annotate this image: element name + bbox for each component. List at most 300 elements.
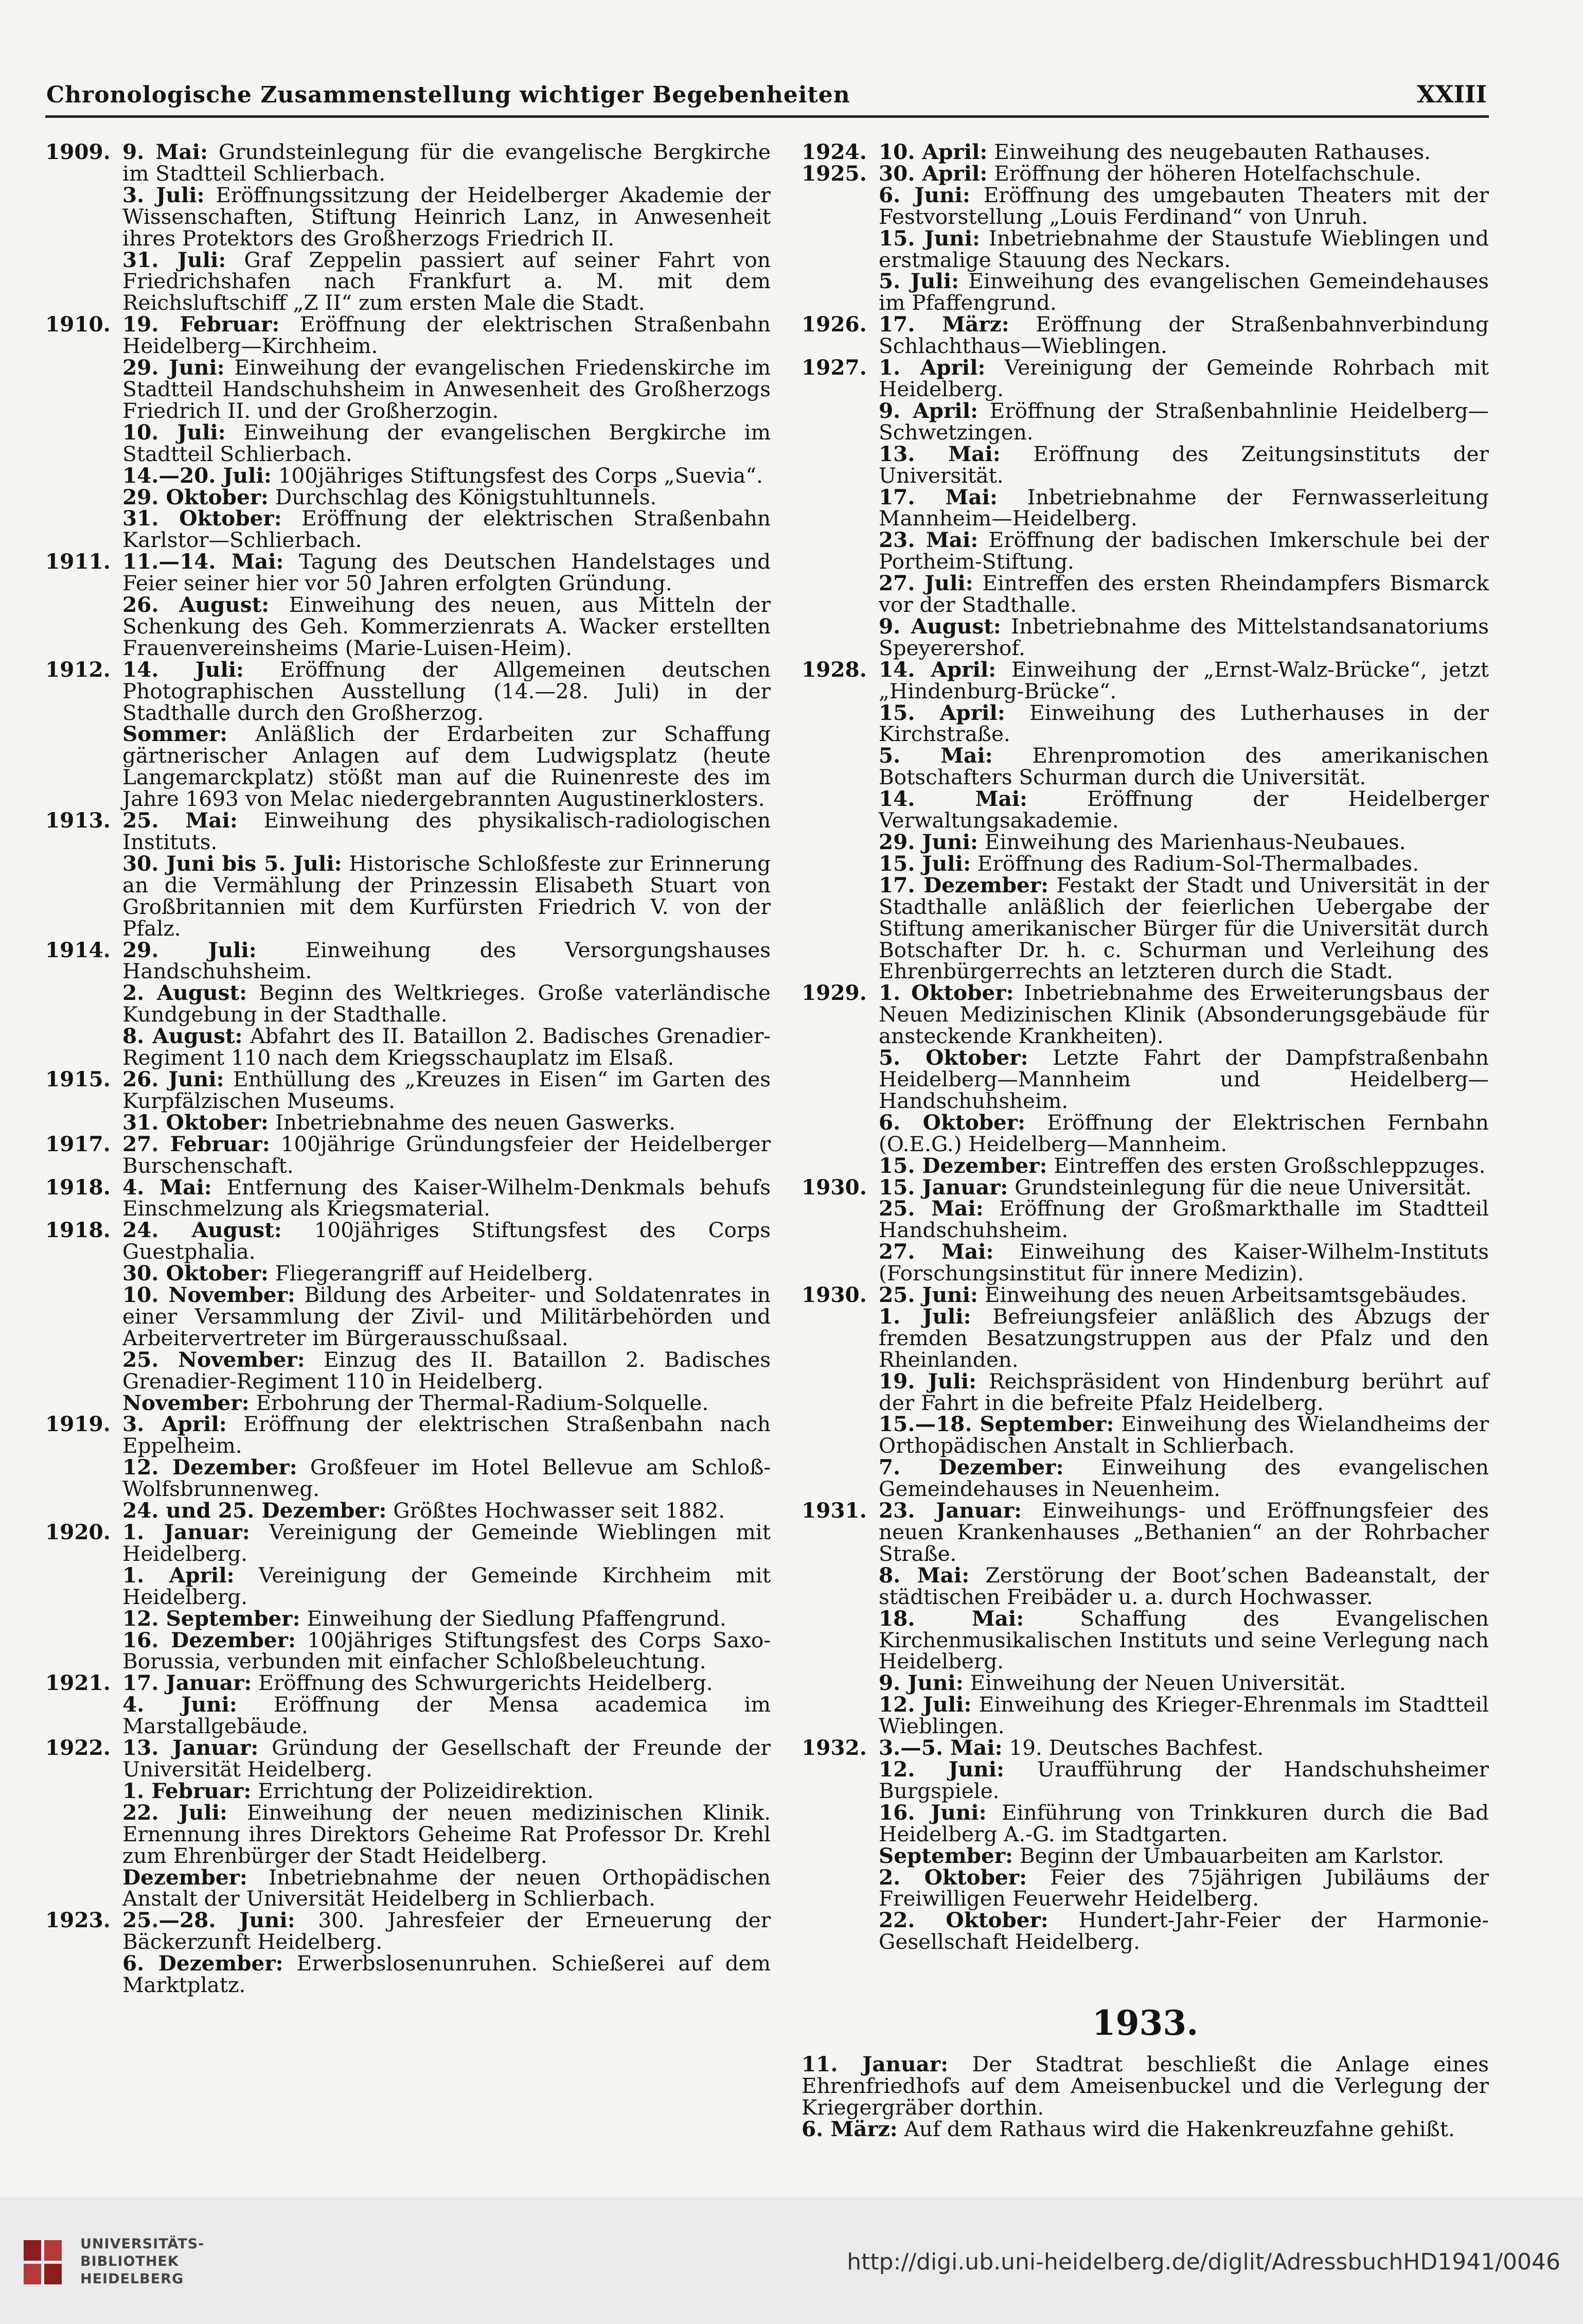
event-text: Enthüllung des „Kreuzes in Eisen“ im Garten des Kurpfälzischen Museums. bbox=[122, 1066, 771, 1113]
event-item bbox=[122, 1174, 771, 1221]
event-text: Bildung des Arbeiter- und Soldatenrates in einer Versammlung der Zivil- und Militärbehörden und Arbeitervertreter im Bürgerausschußsaal. bbox=[122, 1282, 771, 1350]
entry-year: 1921. bbox=[45, 1670, 111, 1696]
event-text: Einweihung der Siedlung Pfaffengrund. bbox=[307, 1606, 726, 1631]
event-date: 16. Juni: bbox=[879, 1800, 987, 1825]
event-item bbox=[122, 1737, 771, 1781]
year-entry bbox=[802, 357, 1489, 659]
event-date: 17. Mai: bbox=[879, 484, 998, 509]
year-heading-1933: 1933. bbox=[1092, 2003, 1199, 2044]
event-text: Einweihung der Neuen Universität. bbox=[970, 1670, 1346, 1696]
event-date: 25. Mai: bbox=[879, 1196, 984, 1221]
event-text: Entfernung des Kaiser-Wilhelm-Denkmals behufs Einschmelzung als Kriegsmaterial. bbox=[122, 1174, 771, 1221]
event-date: 15. Juni: bbox=[879, 225, 980, 251]
event-date: 5. Oktober: bbox=[879, 1045, 1028, 1070]
event-item bbox=[122, 139, 771, 186]
year-entry bbox=[45, 1672, 771, 1737]
event-item bbox=[122, 1066, 771, 1113]
event-date: 8. August: bbox=[122, 1024, 243, 1049]
event-item bbox=[802, 2116, 1489, 2141]
event-date: 15. Januar: bbox=[879, 1174, 1008, 1200]
event-text: Eröffnungssitzung der Heidelberger Akademie der Wissenschaften, Stiftung Heinrich Lanz, in Anwesenheit ihres Protektors des Großherzogs Friedrich II. bbox=[122, 182, 771, 251]
event-item bbox=[879, 1174, 1489, 1200]
year-entry bbox=[802, 1737, 1489, 1953]
event-date: 17. Januar: bbox=[122, 1670, 252, 1696]
entry-events bbox=[879, 1174, 1489, 1286]
event-text: Eröffnung der Großmarkthalle im Stadtteil Handschuhsheim. bbox=[879, 1196, 1489, 1243]
event-text: Inbetriebnahme der Fernwasserleitung Mannheim—Heidelberg. bbox=[879, 484, 1489, 531]
event-item bbox=[122, 1802, 771, 1867]
event-text: Eintreffen des ersten Rheindampfers Bismarck vor der Stadthalle. bbox=[879, 571, 1489, 618]
event-text: Einweihung des Lutherhauses in der Kirchstraße. bbox=[879, 700, 1489, 747]
event-text: Festakt der Stadt und Universität in der Stadthalle anläßlich der feierlichen Uebergabe der Stiftung amerikanischer Bürger für die Universität durch Botschafter Dr. h. c. Schurman und Verleihung des Ehrenbürgerrechts an letzteren durch die Stadt. bbox=[879, 872, 1489, 984]
event-date: 18. Mai: bbox=[879, 1606, 1024, 1631]
event-item bbox=[122, 247, 771, 315]
entry-events bbox=[879, 357, 1489, 659]
year-entry bbox=[45, 139, 771, 315]
entry-events bbox=[879, 1284, 1489, 1500]
year-entry bbox=[802, 139, 1489, 164]
event-date: 26. Juni: bbox=[122, 1066, 224, 1091]
event-text: Der Stadtrat beschließt die Anlage eines Ehrenfriedhofs auf dem Ameisenbuckel und die Verlegung der Kriegergräber dorthin. bbox=[802, 2052, 1489, 2120]
event-text: Graf Zeppelin passiert auf seiner Fahrt von Friedrichshafen nach Frankfurt a. M. mit dem Reichsluftschiff „Z II“ zum ersten Male die Stadt. bbox=[122, 247, 771, 315]
event-text: Fliegerangriff auf Heidelberg. bbox=[275, 1261, 594, 1286]
event-text: Einweihung des neuen Arbeitsamtsgebäudes. bbox=[984, 1282, 1467, 1308]
event-text: Grundsteinlegung für die evangelische Bergkirche im Stadtteil Schlierbach. bbox=[122, 139, 771, 186]
year-entry bbox=[45, 1174, 771, 1221]
event-date: 10. November: bbox=[122, 1282, 295, 1308]
entry-year: 1918. bbox=[45, 1174, 111, 1200]
entry-year: 1909. bbox=[45, 139, 111, 164]
event-date: 24. August: bbox=[122, 1218, 282, 1243]
event-item bbox=[122, 1608, 771, 1630]
event-text: Inbetriebnahme des Mittelstandsanatoriums Speyerershof. bbox=[879, 613, 1489, 660]
year-entry bbox=[45, 1910, 771, 1996]
library-logo[interactable] bbox=[21, 2233, 247, 2290]
entry-year: 1930. bbox=[802, 1282, 867, 1308]
event-text: Tagung des Deutschen Handelstages und Feier seiner hier vor 50 Jahren erfolgten Gründung. bbox=[122, 549, 771, 596]
event-date: Sommer: bbox=[122, 721, 228, 747]
entry-year: 1914. bbox=[45, 937, 111, 962]
event-item bbox=[122, 1263, 771, 1284]
event-date: 29. Oktober: bbox=[122, 484, 269, 509]
event-date: 10. April: bbox=[879, 139, 988, 164]
event-item bbox=[879, 982, 1489, 1047]
event-date: 3. Juli: bbox=[122, 182, 205, 207]
event-date: 30. April: bbox=[879, 161, 988, 186]
event-date: 15. April: bbox=[879, 700, 1005, 725]
event-date: 6. Oktober: bbox=[879, 1110, 1026, 1135]
event-text: 100jähriges Stiftungsfest des Corps „Suevia“. bbox=[278, 463, 763, 488]
event-date: 9. Juni: bbox=[879, 1670, 964, 1696]
entry-events bbox=[122, 1522, 771, 1672]
library-name-line: BIBLIOTHEK bbox=[80, 2253, 179, 2269]
event-date: 15.—18. September: bbox=[879, 1412, 1114, 1437]
event-item bbox=[122, 659, 771, 724]
entry-year: 1922. bbox=[45, 1735, 111, 1760]
event-text: Eröffnung der Straßenbahnlinie Heidelberg—Schwetzingen. bbox=[879, 398, 1489, 445]
event-date: 29. Juli: bbox=[122, 937, 257, 962]
event-item bbox=[879, 1457, 1489, 1500]
event-item bbox=[879, 314, 1489, 357]
event-item bbox=[879, 613, 1489, 660]
event-text: Inbetriebnahme des neuen Gaswerks. bbox=[275, 1110, 675, 1135]
event-date: 1. Februar: bbox=[122, 1778, 252, 1803]
event-item bbox=[122, 594, 771, 659]
event-text: Eröffnung der elektrischen Straßenbahn nach Eppelheim. bbox=[122, 1412, 771, 1458]
running-title: Chronologische Zusammenstellung wichtiger Begebenheiten bbox=[46, 82, 850, 108]
event-item bbox=[879, 1694, 1489, 1737]
event-text: Einweihung des evangelischen Gemeindehauses in Neuenheim. bbox=[879, 1455, 1489, 1502]
event-item bbox=[122, 551, 771, 594]
event-date: 16. Dezember: bbox=[122, 1627, 296, 1652]
entry-year: 1915. bbox=[45, 1066, 111, 1091]
year-entry bbox=[45, 1131, 771, 1178]
event-date: 14.—20. Juli: bbox=[122, 463, 272, 488]
event-date: 15. Dezember: bbox=[879, 1153, 1047, 1178]
event-date: 3. April: bbox=[122, 1412, 227, 1437]
entry-events bbox=[122, 551, 771, 659]
event-item bbox=[879, 357, 1489, 400]
year-entry bbox=[45, 1522, 771, 1672]
entry-events bbox=[879, 1500, 1489, 1737]
entry-year: 1919. bbox=[45, 1412, 111, 1437]
event-item bbox=[879, 1864, 1489, 1911]
event-text: Inbetriebnahme des Erweiterungsbaus der Neuen Medizinischen Klinik (Absonderungsgebäude für ansteckende Krankheiten). bbox=[879, 980, 1489, 1049]
year-entry bbox=[802, 1500, 1489, 1737]
year-entry bbox=[802, 314, 1489, 357]
event-item bbox=[879, 1756, 1489, 1803]
event-text: Gründung der Gesellschaft der Freunde der Universität Heidelberg. bbox=[122, 1735, 771, 1782]
permalink-url[interactable]: http://digi.ub.uni-heidelberg.de/diglit/AdressbuchHD1941/0046 bbox=[847, 2249, 1560, 2275]
event-item bbox=[122, 1627, 771, 1674]
library-emblem-icon bbox=[21, 2236, 67, 2287]
entry-events bbox=[122, 1174, 771, 1221]
event-item bbox=[122, 1910, 771, 1953]
event-item bbox=[879, 1047, 1489, 1112]
entry-events bbox=[879, 163, 1489, 314]
event-text: Feier des 75jährigen Jubiläums der Freiwilligen Feuerwehr Heidelberg. bbox=[879, 1864, 1489, 1911]
event-date: 11.—14. Mai: bbox=[122, 549, 284, 574]
entries-1933 bbox=[802, 2054, 1489, 2140]
event-item bbox=[879, 1241, 1489, 1284]
left-column bbox=[45, 139, 771, 1998]
entry-year: 1925. bbox=[802, 161, 867, 186]
event-date: 17. Dezember: bbox=[879, 872, 1049, 897]
event-item bbox=[879, 702, 1489, 746]
event-text: Eröffnung des Zeitungsinstituts der Universität. bbox=[879, 441, 1489, 488]
event-item bbox=[879, 1284, 1489, 1306]
entry-events bbox=[122, 1737, 771, 1910]
event-item bbox=[879, 832, 1489, 853]
event-date: 22. Oktober: bbox=[879, 1908, 1048, 1933]
entry-events bbox=[122, 139, 771, 315]
year-entry bbox=[45, 1066, 771, 1135]
event-date: 9. April: bbox=[879, 398, 979, 423]
event-item bbox=[122, 484, 771, 509]
event-text: Ehrenpromotion des amerikanischen Botschafters Schurman durch die Universität. bbox=[879, 743, 1489, 790]
header-rule bbox=[45, 115, 1489, 118]
event-text: Eröffnung des umgebauten Theaters mit der Festvorstellung „Louis Ferdinand“ von Unruh. bbox=[879, 182, 1489, 229]
event-item bbox=[879, 271, 1489, 314]
event-item bbox=[122, 1778, 771, 1803]
event-text: Eröffnung der Elektrischen Fernbahn (O.E.G.) Heidelberg—Mannheim. bbox=[879, 1110, 1489, 1156]
event-date: 1. Januar: bbox=[122, 1520, 250, 1544]
event-date: 9. August: bbox=[879, 613, 1001, 639]
entry-events bbox=[122, 1672, 771, 1737]
event-item bbox=[879, 1672, 1489, 1694]
event-text: Einweihung der „Ernst-Walz-Brücke“, jetzt „Hindenburg-Brücke“. bbox=[879, 657, 1489, 703]
entry-events bbox=[122, 1131, 771, 1178]
event-item bbox=[879, 1737, 1489, 1759]
entry-year: 1923. bbox=[45, 1908, 111, 1933]
event-item bbox=[879, 484, 1489, 531]
event-date: 3.—5. Mai: bbox=[879, 1735, 1003, 1760]
event-text: 100jähriges Stiftungsfest des Corps Saxo-Borussia, verbunden mit einfacher Schloßbeleuchtung. bbox=[122, 1627, 771, 1674]
right-column-entries bbox=[802, 139, 1489, 1955]
entry-events bbox=[879, 982, 1489, 1176]
event-item bbox=[879, 1155, 1489, 1177]
event-date: 1. April: bbox=[122, 1562, 235, 1588]
event-item bbox=[879, 182, 1489, 229]
event-item bbox=[122, 1500, 771, 1522]
event-date: 4. Mai: bbox=[122, 1174, 212, 1200]
event-text: Eröffnung des Radium-Sol-Thermalbades. bbox=[977, 851, 1419, 876]
entry-events bbox=[122, 1414, 771, 1522]
year-entry bbox=[802, 1284, 1489, 1500]
page-number: XXIII bbox=[1417, 80, 1487, 108]
event-date: 29. Juni: bbox=[122, 355, 225, 380]
event-text: Uraufführung der Handschuhsheimer Burgspiele. bbox=[879, 1756, 1489, 1803]
event-item bbox=[879, 163, 1489, 185]
event-item bbox=[122, 1562, 771, 1609]
event-date: 2. Oktober: bbox=[879, 1864, 1027, 1890]
event-date: 17. März: bbox=[879, 312, 1009, 337]
entry-year: 1920. bbox=[45, 1520, 111, 1544]
event-item bbox=[122, 982, 771, 1026]
entry-year: 1913. bbox=[45, 808, 111, 833]
event-text: 100jährige Gründungsfeier der Heidelberger Burschenschaft. bbox=[122, 1131, 771, 1178]
event-item bbox=[122, 182, 771, 251]
entry-events bbox=[879, 139, 1489, 164]
event-item bbox=[122, 357, 771, 422]
event-text: Befreiungsfeier anläßlich des Abzugs der fremden Besatzungstruppen aus der Pfalz und den Rheinlanden. bbox=[879, 1304, 1489, 1372]
event-text: Schaffung des Evangelischen Kirchenmusikalischen Instituts und seine Verlegung nach Heidelberg. bbox=[879, 1606, 1489, 1674]
event-text: Größtes Hochwasser seit 1882. bbox=[393, 1498, 725, 1523]
year-entry bbox=[802, 659, 1489, 983]
entry-year: 1929. bbox=[802, 980, 867, 1006]
year-entry bbox=[802, 982, 1489, 1176]
entry-events bbox=[122, 1220, 771, 1414]
event-item bbox=[879, 1802, 1489, 1845]
event-text: Erbohrung der Thermal-Radium-Solquelle. bbox=[256, 1390, 709, 1415]
event-item bbox=[122, 1390, 771, 1415]
event-text: Großfeuer im Hotel Bellevue am Schloß-Wolfsbrunnenweg. bbox=[122, 1455, 771, 1502]
event-item bbox=[879, 139, 1489, 164]
event-text: Reichspräsident von Hindenburg berührt auf der Fahrt in die befreite Pfalz Heidelberg. bbox=[879, 1368, 1489, 1415]
entry-year: 1926. bbox=[802, 312, 867, 337]
event-date: 12. Dezember: bbox=[122, 1455, 297, 1480]
entry-year: 1930. bbox=[802, 1174, 867, 1200]
event-item bbox=[879, 788, 1489, 832]
event-date: 15. Juli: bbox=[879, 851, 971, 876]
event-date: 12. Juli: bbox=[879, 1692, 972, 1717]
event-item bbox=[879, 1608, 1489, 1673]
event-date: 23. Mai: bbox=[879, 527, 979, 553]
event-item bbox=[122, 1672, 771, 1694]
year-entry bbox=[802, 163, 1489, 314]
event-text: Eröffnung des Schwurgerichts Heidelberg. bbox=[258, 1670, 713, 1696]
event-date: 22. Juli: bbox=[122, 1800, 227, 1825]
event-item bbox=[879, 659, 1489, 702]
event-item bbox=[879, 1198, 1489, 1241]
event-text: Inbetriebnahme der neuen Orthopädischen Anstalt der Universität Heidelberg in Schlierbach. bbox=[122, 1864, 771, 1911]
entry-year: 1910. bbox=[45, 312, 111, 337]
entry-events bbox=[879, 659, 1489, 983]
event-item bbox=[879, 441, 1489, 488]
event-item bbox=[122, 1457, 771, 1500]
event-text: Eintreffen des ersten Großschleppzuges. bbox=[1054, 1153, 1486, 1178]
event-item bbox=[879, 573, 1489, 616]
event-text: Einweihung des Kaiser-Wilhelm-Instituts (Forschungsinstitut für innere Medizin). bbox=[879, 1239, 1489, 1286]
year-entry bbox=[802, 1174, 1489, 1286]
event-item bbox=[879, 400, 1489, 444]
event-text: Vereinigung der Gemeinde Kirchheim mit Heidelberg. bbox=[122, 1562, 771, 1609]
event-item bbox=[879, 1414, 1489, 1457]
event-text: Beginn des Weltkrieges. Große vaterländische Kundgebung in der Stadthalle. bbox=[122, 980, 771, 1027]
event-date: 25.—28. Juni: bbox=[122, 1908, 295, 1933]
event-item bbox=[879, 225, 1489, 272]
year-entry bbox=[45, 810, 771, 939]
event-date: 19. Juli: bbox=[879, 1368, 977, 1394]
event-item bbox=[122, 1522, 771, 1565]
year-entry bbox=[45, 937, 771, 1070]
event-date: 19. Februar: bbox=[122, 312, 280, 337]
event-item bbox=[122, 1349, 771, 1393]
page-header bbox=[46, 72, 1487, 108]
year-entry bbox=[45, 314, 771, 551]
event-item bbox=[122, 853, 771, 940]
event-date: 27. Februar: bbox=[122, 1131, 270, 1156]
event-date: 10. Juli: bbox=[122, 419, 226, 445]
event-text: Hundert-Jahr-Feier der Harmonie-Gesellschaft Heidelberg. bbox=[879, 1908, 1489, 1955]
viewer-footer bbox=[0, 2197, 1583, 2324]
event-item bbox=[879, 853, 1489, 875]
event-text: Vereinigung der Gemeinde Rohrbach mit Heidelberg. bbox=[879, 355, 1489, 401]
event-item bbox=[122, 1864, 771, 1911]
event-date: 9. Mai: bbox=[122, 139, 208, 164]
event-date: 30. Juni bis 5. Juli: bbox=[122, 851, 342, 876]
event-date: 25. Mai: bbox=[122, 808, 238, 833]
event-text: Letzte Fahrt der Dampfstraßenbahn Heidelberg—Mannheim und Heidelberg—Handschuhsheim. bbox=[879, 1045, 1489, 1113]
event-date: 6. Juni: bbox=[879, 182, 970, 207]
event-date: 8. Mai: bbox=[879, 1562, 970, 1588]
event-item bbox=[122, 1026, 771, 1069]
event-item bbox=[122, 1284, 771, 1349]
event-date: 27. Mai: bbox=[879, 1239, 994, 1264]
event-text: Einführung von Trinkkuren durch die Bad Heidelberg A.-G. im Stadtgarten. bbox=[879, 1800, 1489, 1846]
event-date: September: bbox=[879, 1843, 1013, 1868]
event-text: Errichtung der Polizeidirektion. bbox=[258, 1778, 594, 1803]
event-date: 29. Juni: bbox=[879, 830, 978, 854]
year-entry bbox=[45, 659, 771, 810]
event-date: 26. August: bbox=[122, 592, 270, 618]
event-text: Einweihung des physikalisch-radiologischen Instituts. bbox=[122, 808, 771, 854]
event-item bbox=[122, 1953, 771, 1996]
entry-year: 1918. bbox=[45, 1218, 111, 1243]
year-entry bbox=[45, 1414, 771, 1522]
event-date: 4. Juni: bbox=[122, 1692, 237, 1717]
entry-events bbox=[122, 810, 771, 939]
event-item bbox=[122, 1414, 771, 1457]
event-text: Einweihungs- und Eröffnungsfeier des neuen Krankenhauses „Bethanien“ an der Rohrbacher Straße. bbox=[879, 1498, 1489, 1566]
year-entry bbox=[45, 1220, 771, 1414]
event-date: 12. September: bbox=[122, 1606, 300, 1631]
event-item bbox=[122, 721, 771, 812]
event-date: 1. April: bbox=[879, 355, 986, 380]
event-text: Anläßlich der Erdarbeiten zur Schaffung gärtnerischer Anlagen auf dem Ludwigsplatz (heute Langemarckplatz) stößt man auf die Ruinenreste des im Jahre 1693 von Melac niedergebrannten Augustinerklosters. bbox=[122, 721, 771, 812]
event-text: Einweihung des Versorgungshauses Handschuhsheim. bbox=[122, 937, 771, 984]
event-text: Einweihung der evangelischen Friedenskirche im Stadtteil Handschuhsheim in Anwesenheit des Großherzogs Friedrich II. und der Großherzogin. bbox=[122, 355, 771, 423]
event-text: Einweihung des evangelischen Gemeindehauses im Pfaffengrund. bbox=[879, 269, 1489, 315]
event-date: 2. August: bbox=[122, 980, 247, 1006]
event-date: 24. und 25. Dezember: bbox=[122, 1498, 387, 1523]
event-date: 1. Juli: bbox=[879, 1304, 971, 1329]
library-name-line: UNIVERSITÄTS- bbox=[80, 2236, 205, 2252]
event-item bbox=[122, 508, 771, 551]
event-item bbox=[802, 2054, 1489, 2119]
entry-events bbox=[122, 314, 771, 551]
event-date: November: bbox=[122, 1390, 250, 1415]
event-text: Vereinigung der Gemeinde Wieblingen mit Heidelberg. bbox=[122, 1520, 771, 1566]
event-text: Einweihung des neugebauten Rathauses. bbox=[994, 139, 1431, 164]
event-date: 7. Dezember: bbox=[879, 1455, 1064, 1480]
event-date: Dezember: bbox=[122, 1864, 247, 1890]
event-date: 30. Oktober: bbox=[122, 1261, 269, 1286]
entry-events bbox=[879, 1737, 1489, 1953]
year-entry bbox=[45, 1737, 771, 1910]
year-entry bbox=[45, 551, 771, 659]
event-item bbox=[879, 1562, 1489, 1609]
event-date: 5. Juli: bbox=[879, 269, 959, 294]
event-item bbox=[122, 1694, 771, 1737]
event-text: Eröffnung der höheren Hotelfachschule. bbox=[994, 161, 1421, 186]
event-item bbox=[122, 1112, 771, 1134]
event-date: 13. Januar: bbox=[122, 1735, 259, 1760]
event-item bbox=[879, 527, 1489, 574]
event-date: 6. März: bbox=[802, 2116, 898, 2141]
event-text: Zerstörung der Boot’schen Badeanstalt, der städtischen Freibäder u. a. durch Hochwasser. bbox=[879, 1562, 1489, 1609]
entry-events bbox=[122, 1910, 771, 1996]
event-date: 14. Juli: bbox=[122, 657, 244, 682]
event-date: 25. November: bbox=[122, 1347, 305, 1372]
event-item bbox=[122, 419, 771, 466]
entry-year: 1931. bbox=[802, 1498, 867, 1523]
event-text: 100jähriges Stiftungsfest des Corps Guestphalia. bbox=[122, 1218, 771, 1264]
entry-events bbox=[122, 937, 771, 1070]
event-date: 12. Juni: bbox=[879, 1756, 1005, 1782]
event-text: Erwerbslosenunruhen. Schießerei auf dem Marktplatz. bbox=[122, 1951, 771, 1998]
event-item bbox=[122, 1131, 771, 1178]
event-text: Einweihung der neuen medizinischen Klinik. Ernennung ihres Direktors Geheime Rat Professor Dr. Krehl zum Ehrenbürger der Stadt Heidelberg. bbox=[122, 1800, 771, 1868]
event-item bbox=[122, 810, 771, 853]
event-text: Eröffnung der Heidelberger Verwaltungsakademie. bbox=[879, 786, 1489, 833]
entry-events bbox=[122, 659, 771, 810]
library-name-line: HEIDELBERG bbox=[80, 2271, 184, 2287]
entry-year: 1924. bbox=[802, 139, 867, 164]
event-item bbox=[122, 937, 771, 984]
event-text: Historische Schloßfeste zur Erinnerung an die Vermählung der Prinzessin Elisabeth Stuart von Großbritannien mit dem Kurfürsten Friedrich V. von der Pfalz. bbox=[122, 851, 771, 941]
event-text: Einweihung der evangelischen Bergkirche im Stadtteil Schlierbach. bbox=[122, 419, 771, 466]
